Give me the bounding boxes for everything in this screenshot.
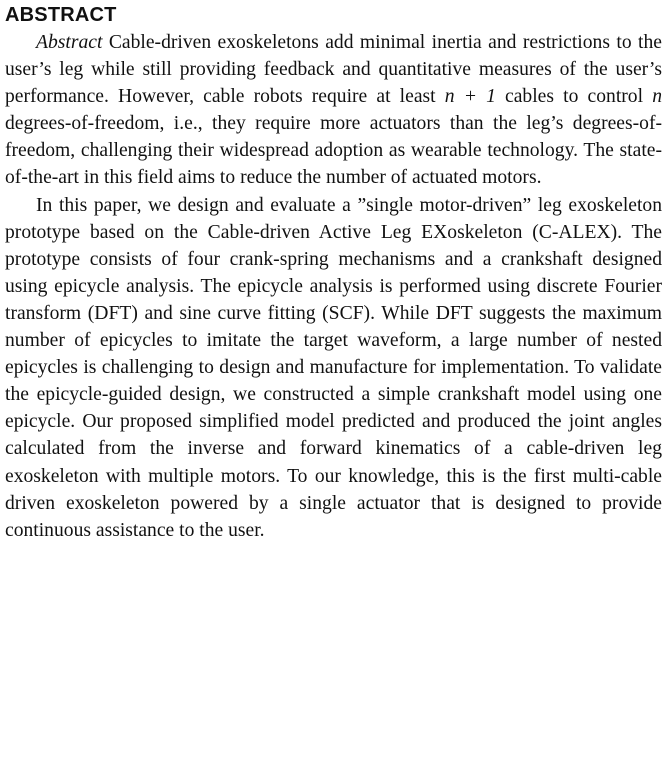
abstract-paragraph-2: In this paper, we design and evaluate a ”single motor-driven” leg exoskeleton prototype based on the Cable-driven Active Leg EXoskeleton (C-ALEX). The prototype consists of four crank-spring mechanisms and a crankshaft designed using epicycle analysis. The epicycle analysis is performed using discrete Fourier transform (DFT) and sine curve fitting (SCF). While DFT suggests the maximum number of epicycles to imitate the target waveform, a large number of nested epicycles is challenging to design and manufacture for implementation. To validate the epicycle-guided design, we constructed a simple crankshaft model using one epicycle. Our proposed simplified model predicted and produced the joint angles calculated from the inverse and forward kinematics of a cable-driven leg exoskeleton with multiple motors. To our knowledge, this is the first multi-cable driven exoskeleton powered by a single actuator that is designed to provide continuous assistance to the user. [5, 194, 662, 541]
math-n: n [652, 86, 662, 108]
math-n-plus-1: n + 1 [444, 86, 496, 108]
paragraph-1-text-a: Cable-driven exoskeletons add minimal inertia and restrictions to the user’s leg while still providing feedback and quantitative measures of the user’s performance. However, cable robots require at least [5, 32, 662, 108]
paragraph-1-text-b: cables to control [495, 86, 653, 108]
section-heading: ABSTRACT [5, 4, 117, 26]
abstract-lead-label: Abstract [36, 32, 103, 53]
paragraph-1-text-c: degrees-of-freedom, i.e., they require more actuators than the leg’s degrees-of-freedom, challenging their widespread adoption as wearable technology. The state-of-the-art in this field aims to reduce the number of actuated motors. [5, 113, 662, 189]
abstract-paragraph-1 [5, 29, 662, 192]
